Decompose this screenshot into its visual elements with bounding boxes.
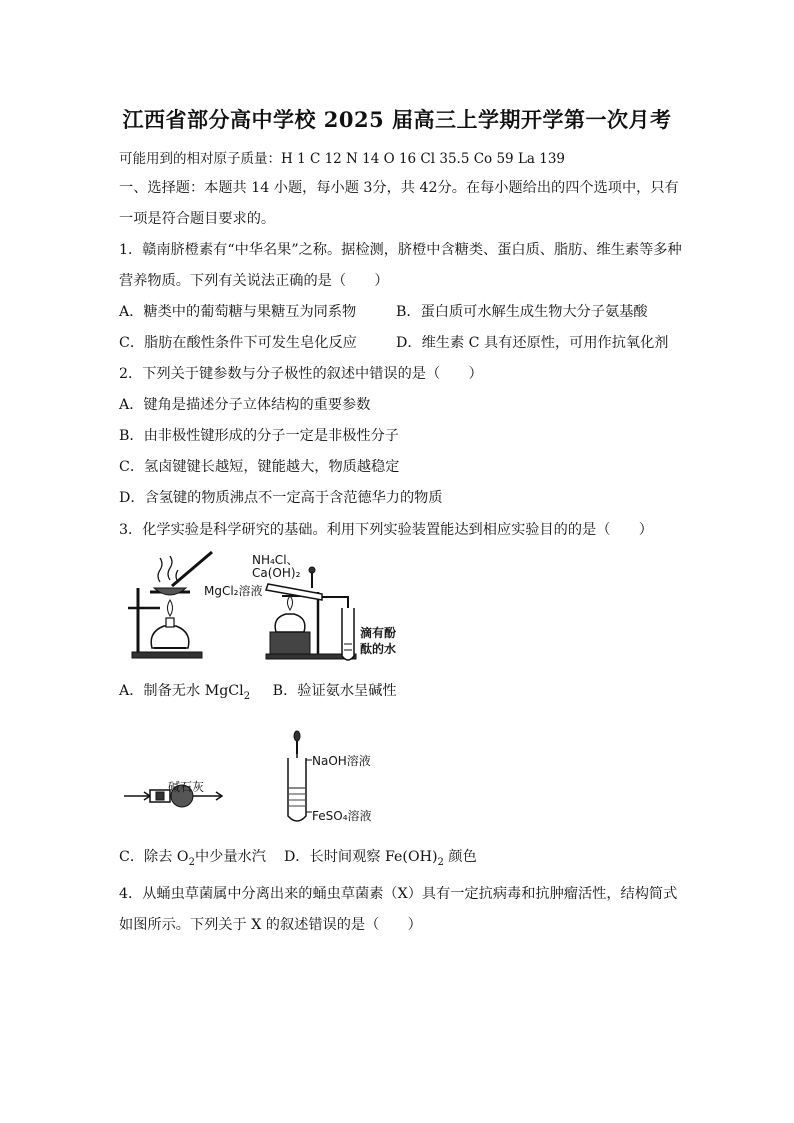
q2-option-b: B．由非极性键形成的分子一定是非极性分子: [119, 428, 399, 444]
apparatus-b-reagent-label-1: NH₄Cl、: [252, 553, 299, 567]
q1-option-b: B．蛋白质可水解生成生物大分子氨基酸: [396, 304, 648, 320]
q2-option-a: A．键角是描述分子立体结构的重要参数: [119, 397, 371, 413]
q1-option-d: D．维生素 C 具有还原性，可用作抗氧化剂: [396, 335, 669, 351]
apparatus-b-reagent-label-2: Ca(OH)₂: [252, 566, 301, 580]
q3-option-c-text-end: 中少量水汽: [194, 849, 266, 865]
q3-option-a-subscript: 2: [243, 690, 251, 702]
q1-stem-line1: 1．赣南脐橙素有“中华名果”之称。据检测，脐橙中含糖类、蛋白质、脂肪、维生素等多种: [119, 242, 682, 258]
q3-option-a: [119, 683, 251, 702]
q3-option-c: [119, 849, 266, 868]
q1-option-c: C．脂肪在酸性条件下可发生皂化反应: [119, 335, 357, 351]
q1-option-a: A．糖类中的葡萄糖与果糖互为同系物: [119, 304, 357, 320]
q3-options-cd: [119, 846, 477, 868]
q3-stem: 3．化学实验是科学研究的基础。利用下列实验装置能达到相应实验目的的是（ ）: [119, 522, 653, 538]
q1-stem-line2: 营养物质。下列有关说法正确的是（ ）: [119, 273, 389, 289]
q3-option-a-text: A．制备无水 MgCl: [119, 683, 244, 699]
apparatus-c-soda-lime-label: 碱石灰: [168, 780, 205, 794]
q3-options-ab: [119, 680, 397, 702]
page-title: 江西省部分高中学校 2025 届高三上学期开学第一次月考: [122, 107, 672, 132]
q2-option-d: D．含氢键的物质沸点不一定高于含范德华力的物质: [119, 490, 443, 506]
q3-option-d-text-end: 颜色: [443, 849, 477, 865]
apparatus-b-water-label-2: 酞的水: [360, 642, 397, 656]
q3-option-c-subscript: 2: [188, 856, 195, 868]
q3-option-b: B．验证氨水呈碱性: [272, 683, 397, 699]
section-heading-line1: 一、选择题：本题共 14 小题，每小题 3分，共 42分。在每小题给出的四个选项中，只有: [119, 180, 679, 196]
q2-stem: 2．下列关于键参数与分子极性的叙述中错误的是（ ）: [119, 366, 483, 382]
q3-option-c-text: C．除去 O: [119, 849, 189, 865]
q4-stem-line2: 如图所示。下列关于 X 的叙述错误的是（ ）: [119, 917, 422, 933]
apparatus-d-naoh-label: NaOH溶液: [312, 754, 371, 768]
apparatus-d-test-tube-figure: [282, 728, 312, 828]
q4-stem-line1: 4．从蛹虫草菌属中分离出来的蛹虫草菌素（X）具有一定抗病毒和抗肿瘤活性，结构简式: [119, 886, 678, 902]
q2-option-c: C．氢卤键键长越短，键能越大，物质越稳定: [119, 459, 400, 475]
q3-option-d-subscript: 2: [437, 856, 444, 868]
section-heading-line2: 一项是符合题目要求的。: [119, 211, 276, 227]
apparatus-a-evaporation-figure: [120, 548, 250, 668]
apparatus-a-mgcl2-label: MgCl₂溶液: [204, 584, 263, 598]
apparatus-b-water-label-1: 滴有酚: [360, 626, 397, 640]
apparatus-d-feso4-label: FeSO₄溶液: [312, 809, 372, 823]
atomic-masses-line: 可能用到的相对原子质量：H 1 C 12 N 14 O 16 Cl 35.5 Co 59 La 139: [119, 151, 566, 167]
q3-option-d: [283, 849, 477, 868]
q3-option-d-text: D．长时间观察 Fe(OH): [283, 849, 438, 865]
